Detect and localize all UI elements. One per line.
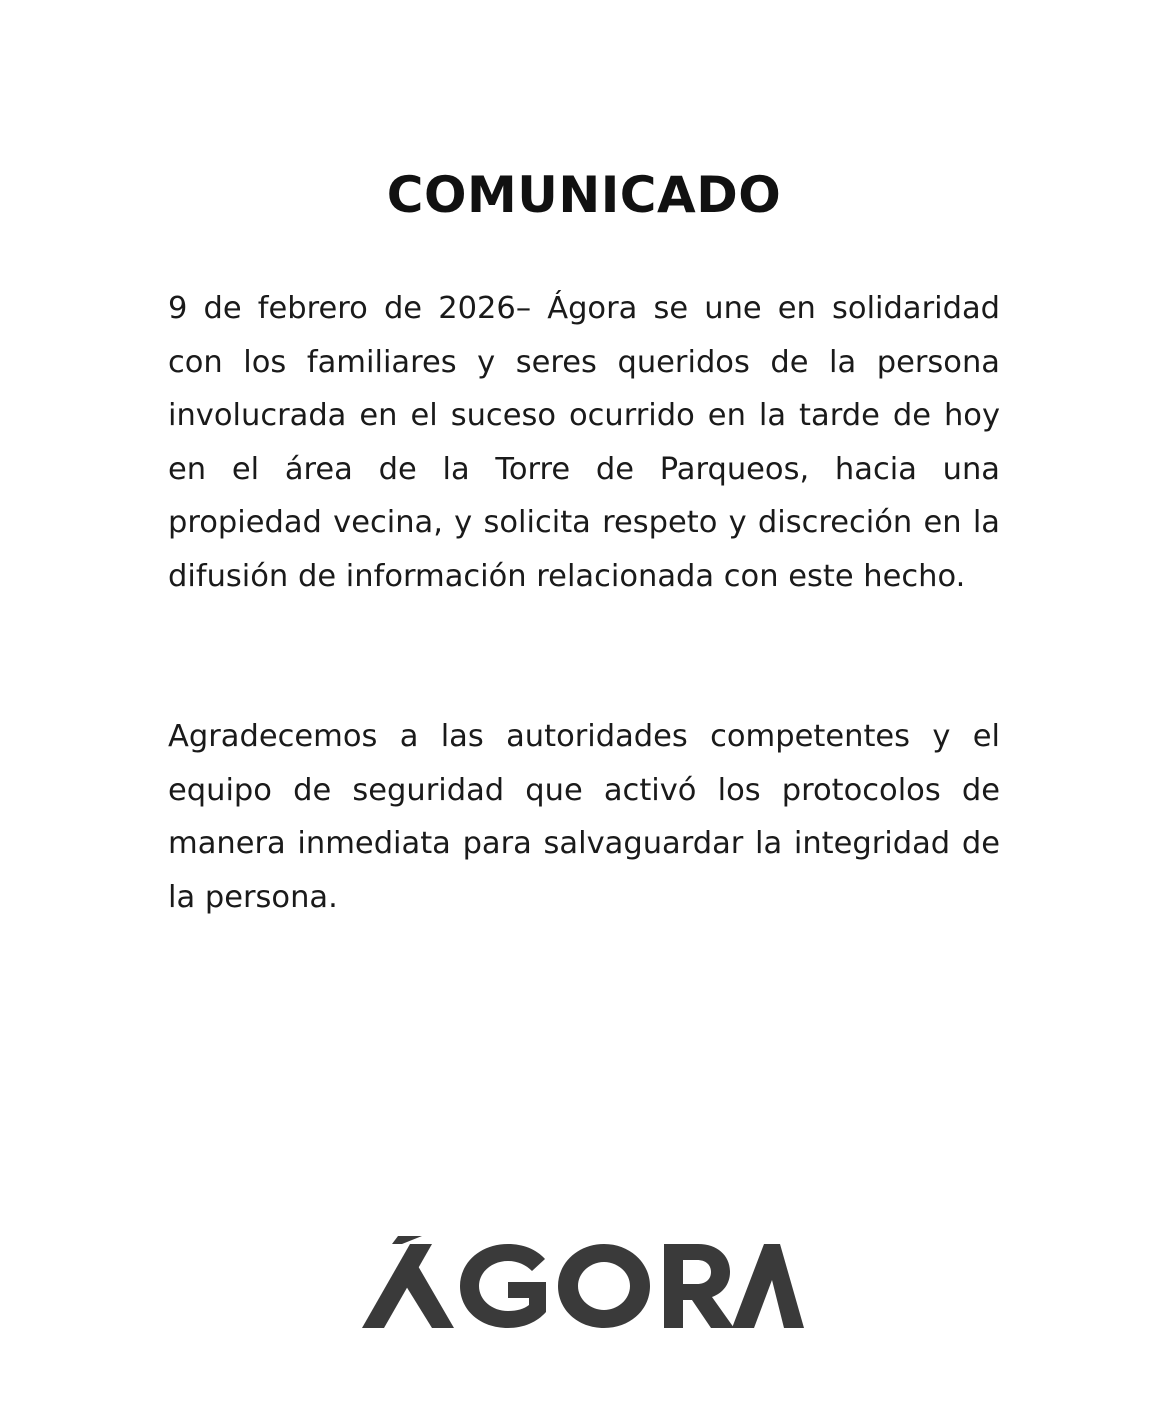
- logo-a-final: [732, 1244, 804, 1328]
- statement-paragraph-1: 9 de febrero de 2026– Ágora se une en solidaridad con los familiares y seres queridos de la persona involucrada en el suceso ocurrido en la tarde de hoy en el área de la Torre de Parqueos, hacia una propiedad vecina, y solicita respeto y discreción en la difusión de información relacionada con este hecho.: [168, 291, 1000, 594]
- logo-o: [558, 1244, 650, 1328]
- statement-paragraph-2: Agradecemos a las autoridades competentes y el equipo de seguridad que activó los protocolos de manera inmediata para salvaguardar la integridad de la persona.: [168, 719, 1000, 915]
- logo-r: [664, 1244, 734, 1328]
- agora-logo: [362, 1236, 804, 1336]
- logo-g: [460, 1244, 546, 1328]
- logo-a-accent: [392, 1236, 422, 1244]
- page-title: COMUNICADO: [386, 166, 782, 224]
- logo-a-leg: [406, 1266, 454, 1328]
